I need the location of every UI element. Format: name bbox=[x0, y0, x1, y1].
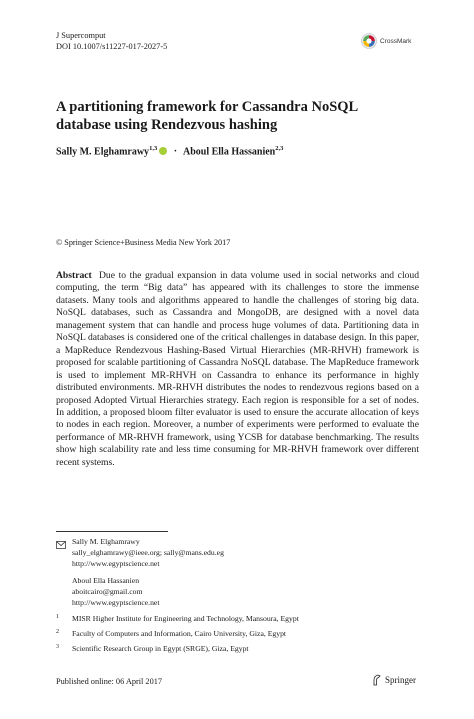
published-date: Published online: 06 April 2017 bbox=[56, 677, 163, 686]
affiliation-text: MISR Higher Institute for Engineering and Technology, Mansoura, Egypt bbox=[72, 614, 299, 623]
author-1[interactable]: Sally M. Elghamrawy bbox=[56, 146, 150, 158]
springer-logo bbox=[372, 674, 416, 686]
doi[interactable]: DOI 10.1007/s11227-017-2027-5 bbox=[56, 42, 168, 51]
journal-name: J Supercomput bbox=[56, 31, 106, 40]
abstract-label: Abstract bbox=[56, 270, 92, 281]
envelope-icon bbox=[56, 541, 66, 553]
author-1-affiliation: 1,3 bbox=[149, 145, 158, 152]
footnote-divider bbox=[56, 531, 168, 532]
author-line bbox=[56, 145, 283, 157]
paper-title: A partitioning framework for Cassandra NoSQL database using Rendezvous hashing bbox=[56, 99, 358, 133]
contact-1-name: Sally M. Elghamrawy bbox=[72, 537, 140, 546]
abstract bbox=[56, 270, 419, 469]
author-separator: · bbox=[173, 146, 178, 158]
correspondence-block bbox=[72, 537, 224, 609]
orcid-icon[interactable] bbox=[159, 147, 167, 155]
affiliation-number: 1 bbox=[56, 614, 59, 620]
springer-horse-icon bbox=[372, 674, 382, 686]
contact-1-website[interactable]: http://www.egyptscience.net bbox=[72, 558, 160, 568]
affiliation-text: Faculty of Computers and Information, Cairo University, Giza, Egypt bbox=[72, 629, 287, 638]
abstract-text: Due to the gradual expansion in data volume used in social networks and cloud computing, the term “Big data” has appeared with its challenges to store the immense datasets. Many tools and algorithms appeared to handle the challenges of storing big data. NoSQL databases, such as Cassandra and MongoDB, are designed with a novel data management system that can handle and process huge volumes of data. Partitioning data in NoSQL databases is considered one of the critical challenges in database design. In this paper, a MapReduce Rendezvous Hashing-Based Virtual Hierarchies (MR-RHVH) framework is proposed for scalable partitioning of Cassandra NoSQL database. The MapReduce framework is used to implement MR-RHVH on Cassandra to enhance its performance in highly distributed environments. MR-RHVH distributes the nodes to rendezvous regions based on a proposed Adopted Virtual Hierarchies strategy. Each region is responsible for a set of nodes. In addition, a proposed bloom filter evaluator is used to ensure the accurate allocation of keys to nodes in each region. Moreover, a number of experiments were performed to evaluate the performance of MR-RHVH framework, using YCSB for database benchmarking. The results show high scalability rate and less time consuming for MR-RHVH framework over different recent systems. bbox=[56, 270, 419, 468]
affiliation-number: 3 bbox=[56, 644, 59, 650]
author-2-affiliation: 2,3 bbox=[275, 145, 284, 152]
contact-2-name: Aboul Ella Hassanien bbox=[72, 576, 140, 586]
affiliation-text: Scientific Research Group in Egypt (SRGE), Giza, Egypt bbox=[72, 644, 249, 653]
contact-2-website[interactable]: http://www.egyptscience.net bbox=[72, 597, 160, 607]
crossmark-icon bbox=[361, 33, 377, 49]
publisher-name: Springer bbox=[385, 675, 416, 685]
journal-header bbox=[56, 30, 167, 52]
author-2[interactable]: Aboul Ella Hassanien bbox=[182, 146, 276, 158]
crossmark-badge[interactable] bbox=[361, 33, 411, 49]
contact-2-email[interactable]: aboitcairo@gmail.com bbox=[72, 587, 143, 597]
crossmark-label: CrossMark bbox=[380, 37, 412, 45]
copyright: © Springer Science+Business Media New York 2017 bbox=[56, 238, 231, 247]
affiliation-number: 2 bbox=[56, 629, 59, 635]
contact-1-email[interactable]: sally_elghamrawy@ieee.org; sally@mans.edu.eg bbox=[72, 547, 224, 557]
